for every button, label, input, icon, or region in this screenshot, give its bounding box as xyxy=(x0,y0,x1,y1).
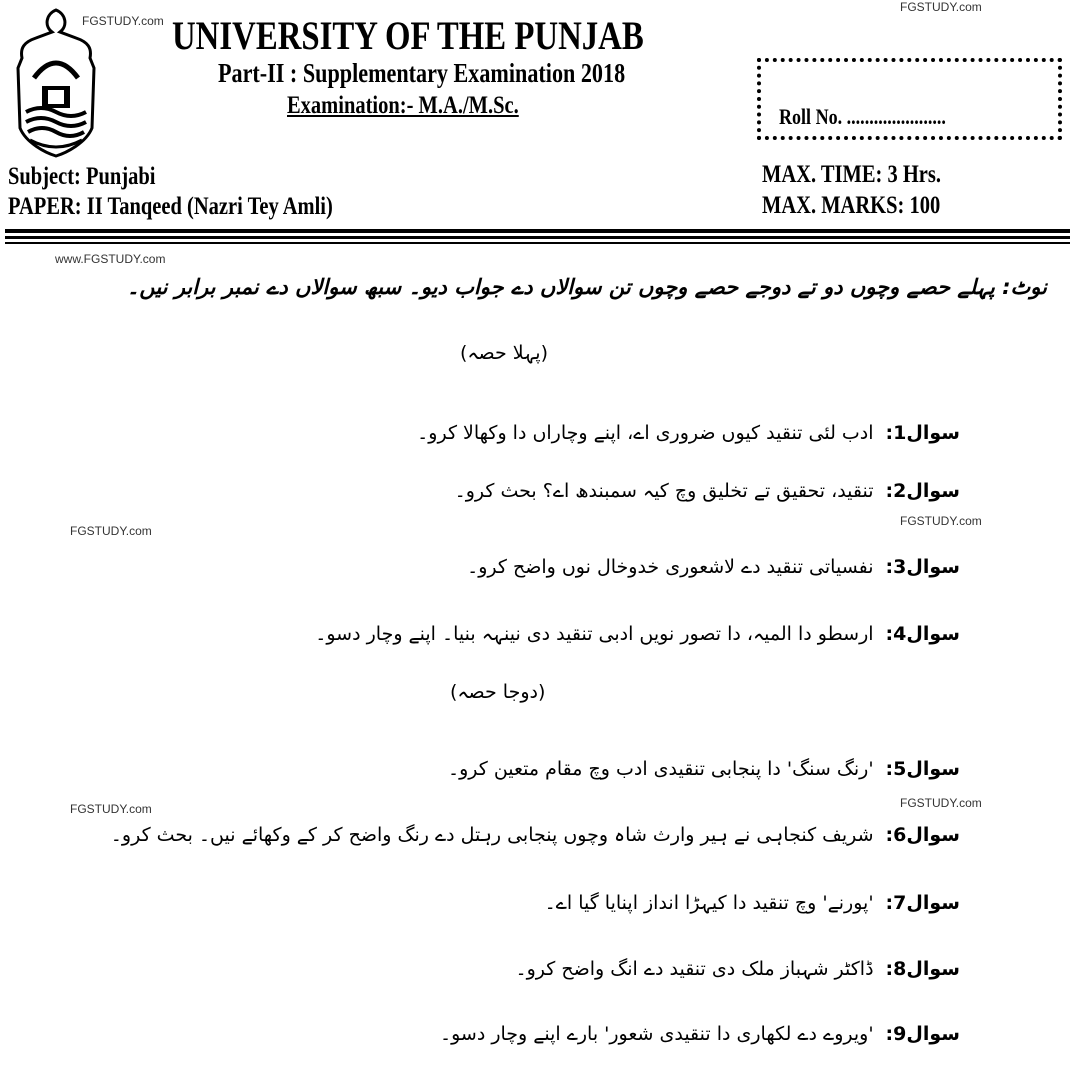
university-title: UNIVERSITY OF THE PUNJAB xyxy=(172,13,644,58)
question-5 xyxy=(448,756,960,782)
question-text: شریف کنجاہی نے ہیر وارث شاہ وچوں پنجابی رہتل دے رنگ واضح کر کے وکھائے نیں۔ بحث کرو۔ xyxy=(110,824,874,846)
watermark: FGSTUDY.com xyxy=(900,0,982,14)
university-crest-logo xyxy=(6,8,106,158)
question-label: سوال1: xyxy=(885,422,960,444)
question-2 xyxy=(455,478,960,504)
question-label: سوال9: xyxy=(885,1023,960,1045)
question-6 xyxy=(111,822,960,848)
examination-name: Examination:- M.A./M.Sc. xyxy=(287,92,519,119)
question-text: ادب لئی تنقید کیوں ضروری اے، اپنے وچاراں دا وکھالا کرو۔ xyxy=(417,422,874,444)
question-label: سوال6: xyxy=(885,824,960,846)
question-9 xyxy=(440,1021,960,1047)
question-text: 'رنگ سنگ' دا پنجابی تنقیدی ادب وچ مقام متعین کرو۔ xyxy=(447,758,874,780)
watermark: FGSTUDY.com xyxy=(70,802,152,816)
max-time: MAX. TIME: 3 Hrs. xyxy=(762,161,941,188)
watermark: www.FGSTUDY.com xyxy=(55,252,166,266)
question-text: ڈاکٹر شہباز ملک دی تنقید دے انگ واضح کرو۔ xyxy=(515,958,874,980)
question-text: ارسطو دا المیہ، دا تصور نویں ادبی تنقید دی نینہہ بنیا۔ اپنے وچار دسو۔ xyxy=(315,623,874,645)
question-label: سوال2: xyxy=(885,480,960,502)
question-3 xyxy=(467,554,960,580)
question-7 xyxy=(545,890,960,916)
subject: Subject: Punjabi xyxy=(8,163,156,190)
roll-number-label: Roll No. ...................... xyxy=(779,104,946,129)
question-4 xyxy=(315,621,960,647)
divider xyxy=(5,236,1070,239)
question-text: 'پورنے' وچ تنقید دا کیہڑا انداز اپنایا گیا اے۔ xyxy=(544,892,874,914)
watermark: FGSTUDY.com xyxy=(82,14,164,28)
section-heading: (دوجا حصہ) xyxy=(450,681,546,703)
question-label: سوال4: xyxy=(885,623,960,645)
question-text: تنقید، تحقیق تے تخلیق وچ کیہ سمبندھ اے؟ بحث کرو۔ xyxy=(454,480,874,502)
question-8 xyxy=(515,956,960,982)
roll-number-box xyxy=(757,58,1062,140)
instructions-note: نوٹ: پہلے حصے وچوں دو تے دوجے حصے وچوں تن سوالاں دے جواب دیو۔ سبھ سوالاں دے نمبر برابر نیں۔ xyxy=(127,275,1047,299)
question-label: سوال8: xyxy=(885,958,960,980)
question-text: 'ویروے دے لکھاری دا تنقیدی شعور' بارے اپنے وچار دسو۔ xyxy=(439,1023,874,1045)
divider xyxy=(5,242,1070,244)
question-text: نفسیاتی تنقید دے لاشعوری خدوخال نوں واضح کرو۔ xyxy=(467,556,874,578)
watermark: FGSTUDY.com xyxy=(900,796,982,810)
divider xyxy=(5,229,1070,233)
max-marks: MAX. MARKS: 100 xyxy=(762,192,941,219)
question-1 xyxy=(417,420,960,446)
watermark: FGSTUDY.com xyxy=(900,514,982,528)
question-label: سوال5: xyxy=(885,758,960,780)
watermark: FGSTUDY.com xyxy=(70,524,152,538)
exam-session: Part-II : Supplementary Examination 2018 xyxy=(218,58,626,88)
section-heading: (پہلا حصہ) xyxy=(460,342,548,364)
question-label: سوال7: xyxy=(885,892,960,914)
paper-title: PAPER: II Tanqeed (Nazri Tey Amli) xyxy=(8,193,333,220)
question-label: سوال3: xyxy=(885,556,960,578)
